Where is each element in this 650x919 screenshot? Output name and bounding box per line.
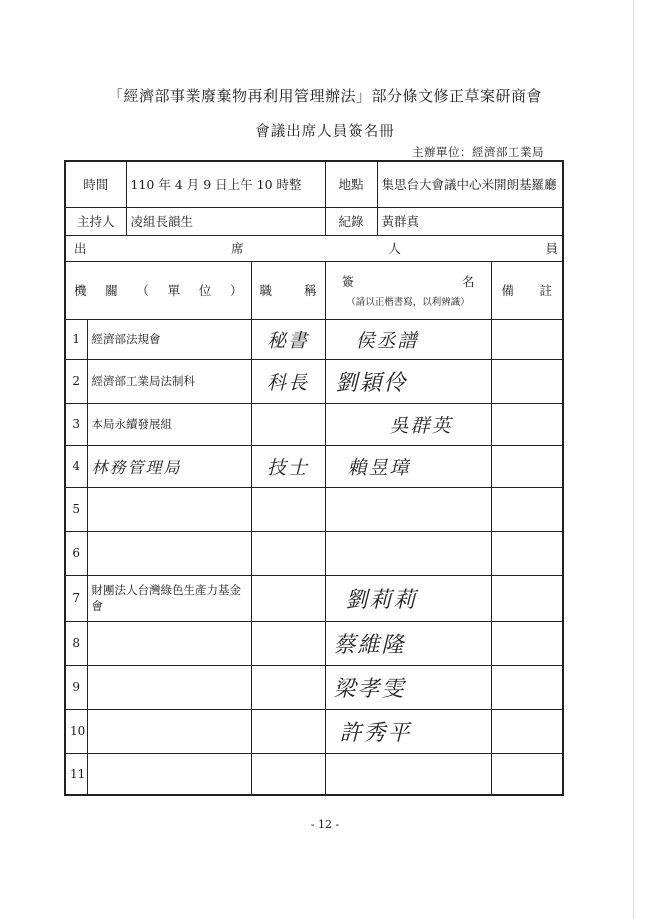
- row-number: 6: [65, 531, 87, 575]
- row-title-handwritten: 秘書: [251, 319, 325, 359]
- row-number: 8: [65, 621, 87, 665]
- row-remarks: [491, 621, 563, 665]
- row-signature: [325, 531, 491, 575]
- row-org: [87, 709, 251, 753]
- row-number: 1: [65, 319, 87, 359]
- row-org: [87, 531, 251, 575]
- row-number: 2: [65, 359, 87, 403]
- table-row: [65, 531, 563, 575]
- column-header-row: [65, 261, 563, 319]
- place-label: 地點: [325, 161, 377, 207]
- row-org: [87, 621, 251, 665]
- host-label: 主持人: [65, 207, 126, 235]
- document-subtitle: 會議出席人員簽名冊: [255, 124, 395, 140]
- table-row: [65, 665, 563, 709]
- table-row: [65, 445, 563, 487]
- place-value: 集思台大會議中心米開朗基羅廳: [377, 161, 563, 207]
- row-remarks: [491, 403, 563, 445]
- signature-handwritten: 梁孝雯: [333, 676, 406, 702]
- organizer-label: 主辦單位：經濟部工業局: [412, 145, 544, 159]
- row-remarks: [491, 319, 563, 359]
- row-title-handwritten: 技士: [251, 445, 325, 487]
- row-remarks: [491, 709, 563, 753]
- signature-hint: （請以正楷書寫，以利辨識）: [346, 297, 470, 308]
- row-signature: [325, 487, 491, 531]
- row-title-handwritten: 科長: [251, 359, 325, 403]
- row-org: 本局永續發展組: [87, 403, 251, 445]
- row-number: 9: [65, 665, 87, 709]
- signature-handwritten: 許秀平: [339, 720, 412, 746]
- attendees-header-char: 出: [74, 241, 87, 256]
- attendees-header-char: 員: [545, 241, 559, 256]
- signature-handwritten: 吳群英: [389, 414, 453, 437]
- signature-handwritten: 劉莉莉: [345, 587, 418, 613]
- row-org: [87, 665, 251, 709]
- row-remarks: [491, 531, 563, 575]
- row-org: [87, 753, 251, 795]
- row-number: 4: [65, 445, 87, 487]
- document-title: 「經濟部事業廢棄物再利用管理辦法」部分條文修正草案研商會: [107, 87, 542, 105]
- recorder-label: 紀錄: [325, 207, 377, 235]
- attendees-header-row: [65, 235, 563, 261]
- row-remarks: [491, 487, 563, 531]
- table-row: [65, 621, 563, 665]
- row-title: [251, 753, 325, 795]
- row-number: 3: [65, 403, 87, 445]
- row-title: [251, 531, 325, 575]
- row-title: [251, 575, 325, 621]
- org-column-header: 機 關 （ 單 位 ）: [65, 261, 251, 319]
- time-place-row: [65, 161, 563, 207]
- recorder-value: 黃群真: [377, 207, 563, 235]
- signature-handwritten: 劉穎伶: [335, 370, 408, 396]
- time-label: 時間: [65, 161, 126, 207]
- row-org: 財團法人台灣綠色生產力基金會: [87, 575, 251, 621]
- row-org-handwritten: 林務管理局: [87, 445, 251, 487]
- row-number: 5: [65, 487, 87, 531]
- table-row: [65, 319, 563, 359]
- row-remarks: [491, 753, 563, 795]
- table-row: [65, 753, 563, 795]
- attendees-header-char: 席: [231, 241, 244, 256]
- row-title: [251, 709, 325, 753]
- remarks-column-header: 備 註: [491, 261, 563, 319]
- row-org: 經濟部工業局法制科: [87, 359, 251, 403]
- row-title: [251, 665, 325, 709]
- row-number: 11: [65, 753, 87, 795]
- table-row: [65, 403, 563, 445]
- page-number: - 12 -: [310, 818, 340, 831]
- row-org: 經濟部法規會: [87, 319, 251, 359]
- row-org: [87, 487, 251, 531]
- host-value: 凌組長韻生: [126, 207, 325, 235]
- signature-handwritten: 侯丞譜: [355, 329, 419, 352]
- table-row: [65, 359, 563, 403]
- table-row: [65, 487, 563, 531]
- row-number: 7: [65, 575, 87, 621]
- signature-column-header: 簽 名 （請以正楷書寫，以利辨識）: [325, 261, 491, 319]
- row-remarks: [491, 575, 563, 621]
- row-title: [251, 621, 325, 665]
- row-remarks: [491, 445, 563, 487]
- time-value: 110 年 4 月 9 日上午 10 時整: [126, 161, 325, 207]
- row-signature: [325, 753, 491, 795]
- attendance-table: [64, 160, 564, 796]
- attendees-header-char: 人: [388, 241, 401, 256]
- row-title: [251, 487, 325, 531]
- table-row: [65, 575, 563, 621]
- title-column-header: 職 稱: [251, 261, 325, 319]
- signature-handwritten: 賴昱璋: [347, 456, 411, 479]
- row-remarks: [491, 665, 563, 709]
- row-number: 10: [65, 709, 87, 753]
- row-remarks: [491, 359, 563, 403]
- row-title-handwritten: [251, 403, 325, 445]
- host-row: [65, 207, 563, 235]
- signature-handwritten: 蔡維隆: [333, 632, 406, 658]
- table-row: [65, 709, 563, 753]
